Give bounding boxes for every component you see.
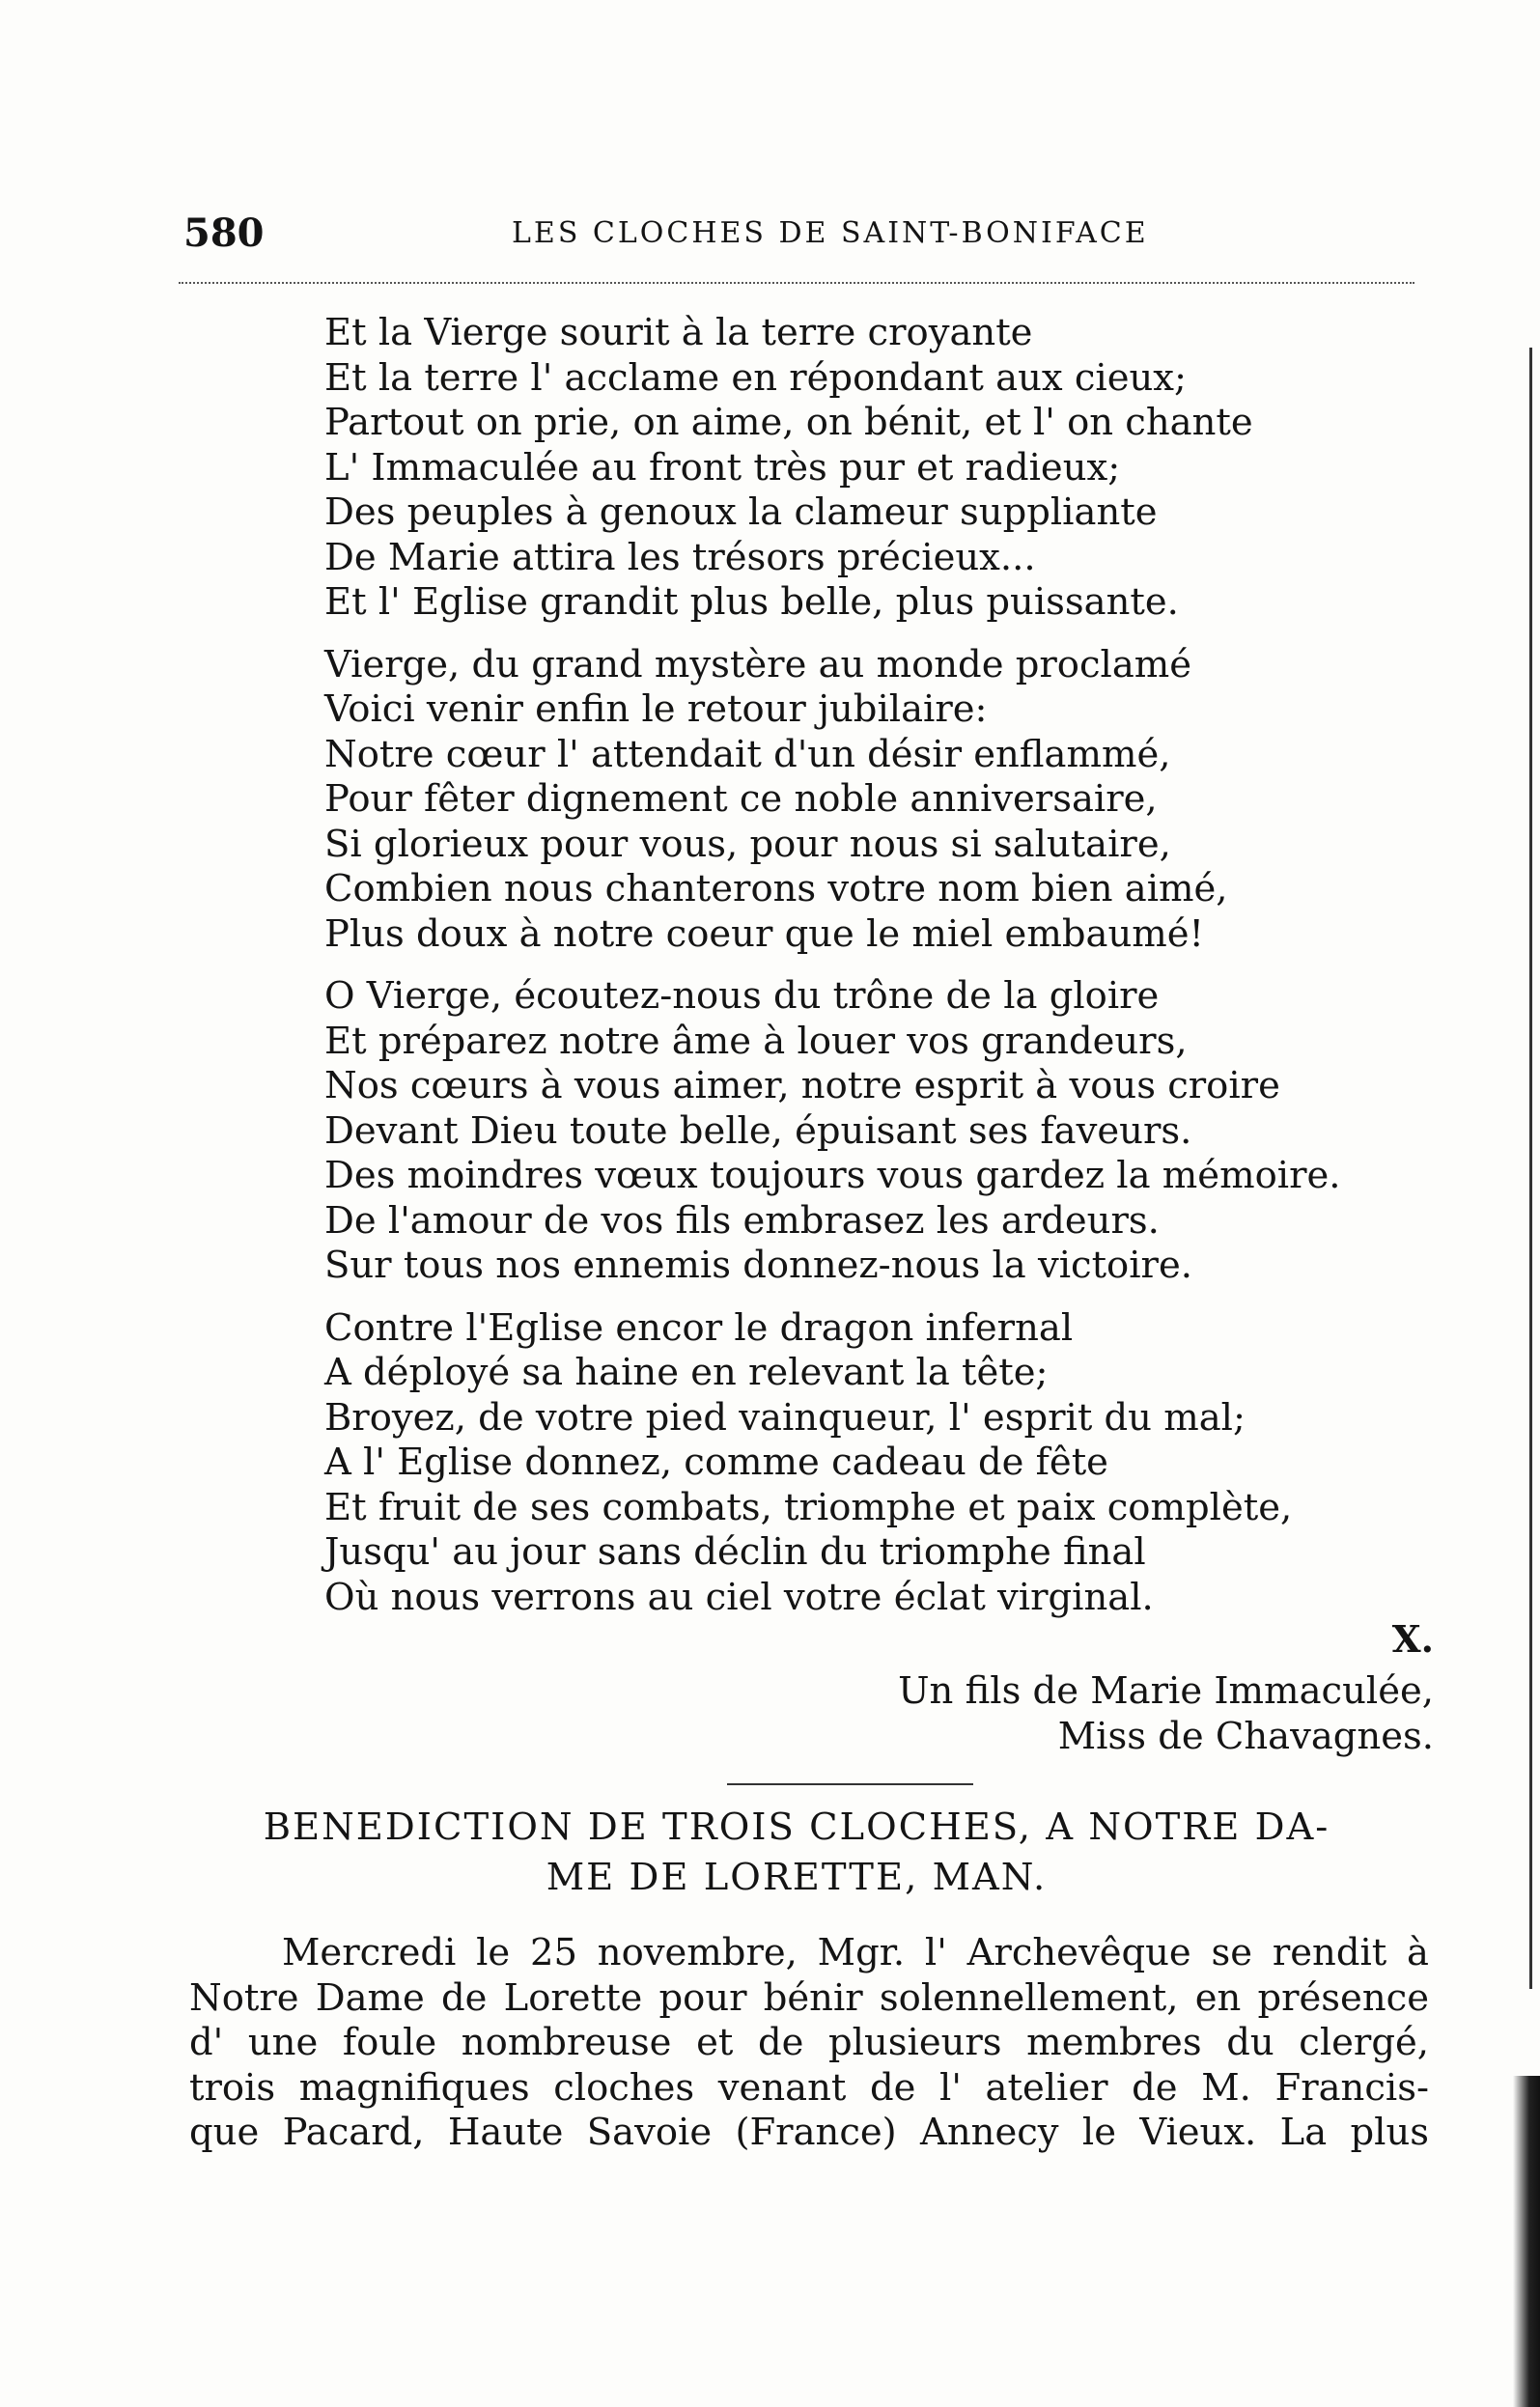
poem-line: Partout on prie, on aime, on bénit, et l' on chante xyxy=(324,401,1253,444)
poem-line: Des peuples à genoux la clameur suppliante xyxy=(324,490,1158,534)
poem-line: Combien nous chanterons votre nom bien aimé, xyxy=(324,867,1228,910)
poem-stanza xyxy=(324,1306,1406,1621)
poem-line: Devant Dieu toute belle, épuisant ses faveurs. xyxy=(324,1108,1192,1153)
poem-line: Contre l'Eglise encor le dragon infernal xyxy=(324,1305,1074,1350)
page-edge-shadow xyxy=(1529,348,1532,1989)
signature-initial: X. xyxy=(1391,1618,1434,1662)
article-line: trois magnifiques cloches venant de l' atelier de M. Francis- xyxy=(189,2065,1429,2110)
poem-line: A l' Eglise donnez, comme cadeau de fête xyxy=(324,1441,1108,1484)
poem-line: Voici venir enfin le retour jubilaire: xyxy=(324,687,988,731)
article-line: d' une foule nombreuse et de plusieurs membres du clergé, xyxy=(189,2021,1429,2064)
poem-line: O Vierge, écoutez-nous du trône de la gloire xyxy=(324,974,1160,1018)
poem-line: L' Immaculée au front très pur et radieux; xyxy=(324,445,1121,490)
article-line: Mercredi le 25 novembre, Mgr. l' Archevêque se rendit à xyxy=(282,1931,1429,1974)
article-line: Notre Dame de Lorette pour bénir solennellement, en présence xyxy=(189,1975,1429,2020)
section-separator xyxy=(727,1783,973,1785)
poem-line: Et l' Eglise grandit plus belle, plus puissante. xyxy=(324,580,1179,624)
poem xyxy=(324,311,1406,1637)
article-line: que Pacard, Haute Savoie (France) Annecy le Vieux. La plus xyxy=(189,2111,1429,2154)
poem-line: Pour fêter dignement ce noble anniversaire, xyxy=(324,777,1158,821)
page-number: 580 xyxy=(183,210,265,256)
poem-line: Si glorieux pour vous, pour nous si salutaire, xyxy=(324,822,1171,866)
article-title-line: ME DE LORETTE, MAN. xyxy=(546,1856,1048,1899)
poem-line: De Marie attira les trésors précieux... xyxy=(324,535,1036,579)
poem-line: Broyez, de votre pied vainqueur, l' esprit du mal; xyxy=(324,1395,1246,1440)
poem-line: Et la terre l' acclame en répondant aux cieux; xyxy=(324,355,1187,400)
running-title: LES CLOCHES DE SAINT-BONIFACE xyxy=(512,216,1149,250)
poem-line: Nos cœurs à vous aimer, notre esprit à vous croire xyxy=(324,1064,1280,1107)
poem-line: De l'amour de vos fils embrasez les ardeurs. xyxy=(324,1198,1160,1243)
poem-line: Des moindres vœux toujours vous gardez la mémoire. xyxy=(324,1154,1341,1197)
poem-stanza xyxy=(324,643,1406,958)
poem-line: Vierge, du grand mystère au monde proclamé xyxy=(324,642,1192,686)
book-spine-shadow xyxy=(1513,2076,1540,2407)
poem-line: Sur tous nos ennemis donnez-nous la victoire. xyxy=(324,1244,1192,1287)
poem-line: Et préparez notre âme à louer vos grandeurs, xyxy=(324,1019,1188,1063)
poem-line: Et fruit de ses combats, triomphe et paix complète, xyxy=(324,1485,1293,1529)
article-title-line: BENEDICTION DE TROIS CLOCHES, A NOTRE DA- xyxy=(263,1805,1330,1849)
poem-stanza xyxy=(324,311,1406,626)
article-title xyxy=(183,1803,1410,1903)
poem-line: A déployé sa haine en relevant la tête; xyxy=(324,1351,1049,1394)
poem-line: Où nous verrons au ciel votre éclat virginal. xyxy=(324,1575,1154,1619)
article-body xyxy=(189,1931,1429,2156)
poem-line: Et la Vierge sourit à la terre croyante xyxy=(324,311,1033,354)
poem-line: Plus doux à notre coeur que le miel embaumé! xyxy=(324,911,1205,956)
poem-stanza xyxy=(324,974,1406,1289)
poem-line: Jusqu' au jour sans déclin du triomphe final xyxy=(324,1530,1146,1574)
poem-line: Notre cœur l' attendait d'un désir enflammé, xyxy=(324,732,1171,776)
header-rule xyxy=(179,282,1414,284)
page-header xyxy=(183,210,1361,259)
signature-line: Un fils de Marie Immaculée, xyxy=(898,1669,1434,1713)
signature-line: Miss de Chavagnes. xyxy=(1057,1715,1434,1758)
